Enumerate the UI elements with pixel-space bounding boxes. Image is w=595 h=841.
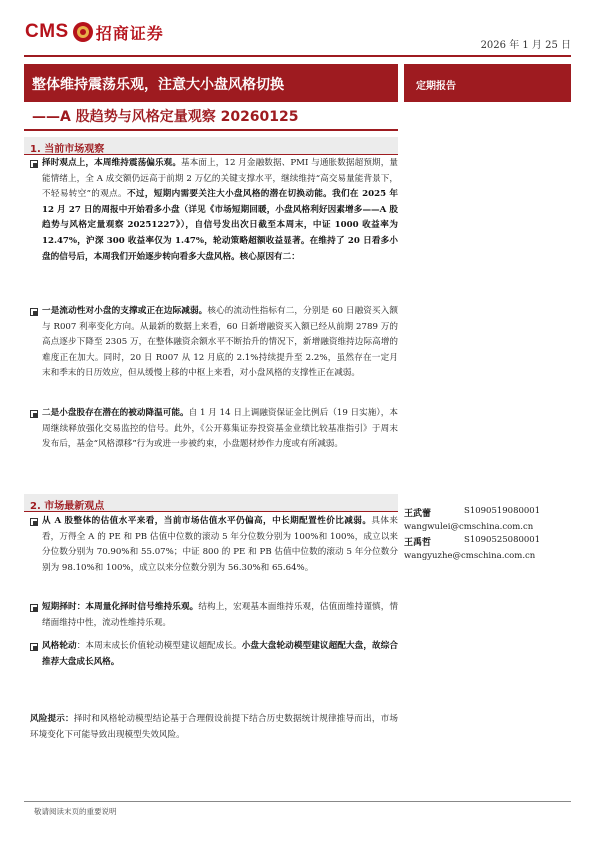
analyst-email[interactable]: wangwulei@cmschina.com.cn (404, 522, 534, 532)
report-subtitle: ——A 股趋势与风格定量观察 20260125 (32, 109, 299, 125)
list-item (28, 600, 398, 631)
logo-chinese-text: 招商证券 (95, 23, 164, 43)
footer-divider (24, 801, 571, 802)
risk-warning (30, 712, 398, 743)
cms-logo (25, 21, 164, 43)
risk-text: 择时和风格轮动模型结论基于合理假设前提下结合历史数据统计规律推导而出，市场环境变化下可能导致出现模型失效风险。 (30, 714, 398, 740)
bullet-text: 核心的流动性指标有二，分别是 60 日融资买入额与 R007 利率变化方向。从最新的数据上来看，60 日新增融资买入额已经从前期 2789 万的高点逐步下降至 2305 万，在整体融资余额水平不断抬升的情况下，新增融资维持边际高增的难度正在加大。同时，20 日 R007 从 12 月底的 2.1%持续提升至 2.2%，虽然存在一定月末和季末的日历效应，但从缓慢上移的中枢上来看，对小盘风格的支撑性正在减弱。 (42, 306, 398, 379)
bullet-square-icon (30, 518, 38, 526)
analyst-card (404, 535, 541, 561)
section-heading-text: 2. 市场最新观点 (30, 501, 105, 512)
analyst-name: 王禹哲 (404, 538, 432, 548)
list-item (28, 406, 398, 453)
bullet-bold-text: 短期择时：本周量化择时信号维持乐观。 (42, 602, 199, 612)
bullet-bold-text: 小盘大盘轮动模型建议超配大盘，故综合推荐大盘成长风格。 (42, 641, 398, 667)
list-item (28, 514, 398, 576)
bullet-bold-text: 二是小盘股存在潜在的被动降温可能。 (42, 408, 189, 418)
footer-disclaimer: 敬请阅读末页的重要说明 (34, 807, 117, 816)
list-item (28, 639, 398, 670)
analyst-card (404, 506, 541, 532)
list-item (28, 156, 398, 265)
analyst-email[interactable]: wangyuzhe@cmschina.com.cn (404, 551, 536, 561)
bullet-square-icon (30, 308, 38, 316)
bullet-bold-text: 不过，短期内需要关注大小盘风格的潜在切换动能。我们在 2025 年 12 月 27 日的周报中开始看多小盘（详见《市场短期回暖，小盘风格利好因素增多——A 股趋势与风格定量观察 20251227》），自信号发出次日截至本周末，中证 1000 收益率为 12.47%，沪深 300 收益率仅为 1.47%，轮动策略超额收益显著。在维持了 20 日看多小盘的信号后，本周我们开始逐步转向看多大盘风格。核心原因有二： (42, 189, 398, 262)
bullet-bold-text: 风格轮动 (42, 641, 77, 651)
section-heading-2 (24, 494, 398, 512)
section-heading-text: 1. 当前市场观察 (30, 144, 105, 155)
report-title: 整体维持震荡乐观，注意大小盘风格切换 (32, 77, 284, 93)
bullet-square-icon (30, 643, 38, 651)
bullet-text: 自 1 月 14 日上调融资保证金比例后（19 日实施），本周继续释放强化交易监控的信号。此外，《公开募集证券投资基金业绩比较基准指引》于周末发布后，基金“风格漂移”行为或进一步被约束，小盘题材炒作力度或有所减弱。 (42, 408, 398, 450)
report-type-label: 定期报告 (416, 81, 456, 92)
bullet-text: 基本面上，12 月金融数据、PMI 与通胀数据超预期，量能情绪上，全 A 成交额仍远高于前期 2 万亿的关键支撑水平，继续维持“高交易量能背景下，不轻易转空”的观点。 (42, 158, 398, 200)
bullet-text: 具体来看，万得全 A 的 PE 和 PB 估值中位数的滚动 5 年分位数分别为 100%和 100%，成立以来分位数分别为 70.90%和 55.07%；中证 800 的 PE 和 PB 估值中位数的滚动 5 年分位数分别为 98.10%和 100%，成立以来分位数分别为 56.30%和 65.64%。 (42, 516, 398, 573)
logo-cms-text: CMS (25, 21, 69, 42)
bullet-bold-text: 从 A 股整体的估值水平来看，当前市场估值水平仍偏高，中长期配置性价比减弱。 (42, 516, 372, 526)
bullet-text: ：本周末成长价值轮动模型建议超配成长。 (76, 641, 242, 651)
bullet-square-icon (30, 604, 38, 612)
header-divider (24, 55, 571, 57)
title-divider (24, 129, 398, 131)
analyst-name: 王武蕾 (404, 509, 432, 519)
analyst-cert-number: S1090525080001 (464, 535, 541, 545)
bullet-square-icon (30, 410, 38, 418)
logo-badge-icon (73, 22, 93, 42)
risk-label: 风险提示： (30, 714, 74, 724)
bullet-bold-text: 一是流动性对小盘的支撑或正在边际减弱。 (42, 306, 208, 316)
section-heading-1 (24, 137, 398, 155)
analyst-cert-number: S1090519080001 (464, 506, 541, 516)
bullet-square-icon (30, 160, 38, 168)
list-item (28, 304, 398, 382)
report-date: 2026 年 1 月 25 日 (480, 40, 571, 51)
bullet-text: 结构上，宏观基本面维持乐观，估值面维持谨慎，情绪面维持中性，流动性维持乐观。 (42, 602, 398, 628)
bullet-bold-text: 择时观点上，本周维持震荡偏乐观。 (42, 158, 182, 168)
